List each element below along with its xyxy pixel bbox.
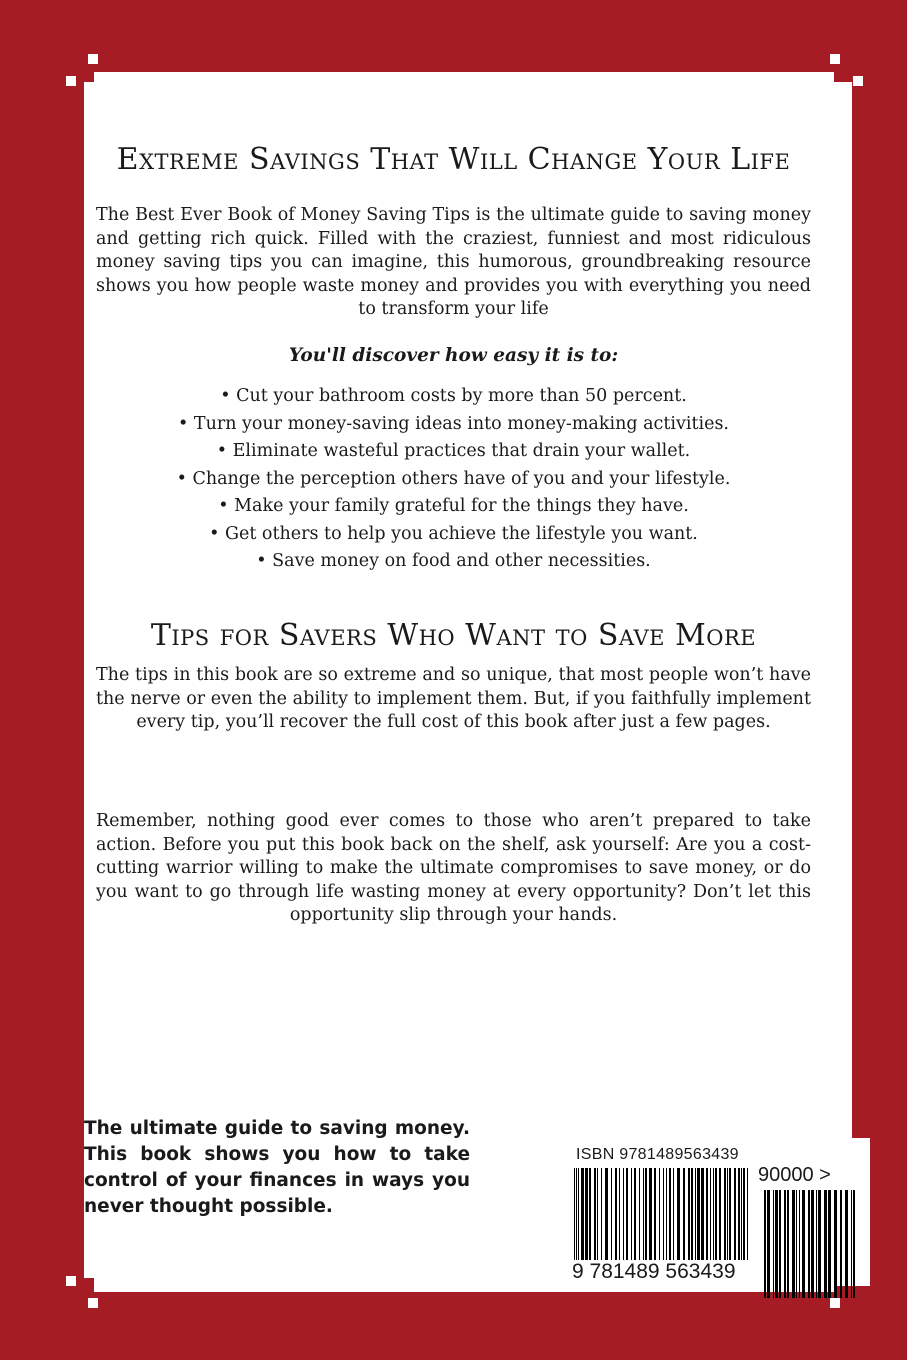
- isbn-digits: 9 781489 563439: [572, 1260, 736, 1283]
- barcode-bar: [576, 1168, 577, 1260]
- barcode-bar: [701, 1168, 704, 1260]
- benefit-list: [96, 383, 811, 576]
- barcode-bar: [824, 1190, 827, 1298]
- barcode-bar: [597, 1168, 598, 1260]
- barcode-bar: [645, 1168, 647, 1260]
- price-barcode: [762, 1190, 860, 1298]
- barcode-bar: [792, 1190, 795, 1298]
- list-item: • Save money on food and other necessities.: [256, 551, 651, 571]
- heading-extreme-savings: Extreme Savings That Will Change Your Life: [116, 142, 791, 177]
- barcode-bar: [601, 1168, 602, 1260]
- barcode-bar: [697, 1168, 700, 1260]
- barcode-bar: [677, 1168, 680, 1260]
- discover-label: You'll discover how easy it is to:: [288, 345, 619, 366]
- corner-square-top-right: [853, 76, 863, 86]
- barcode-bar: [779, 1190, 781, 1298]
- corner-square-top-left: [66, 76, 76, 86]
- barcode-bar: [724, 1168, 726, 1260]
- barcode-bar: [764, 1190, 766, 1298]
- barcode-bar: [747, 1168, 748, 1260]
- barcode-bar: [808, 1190, 810, 1298]
- barcode-bar: [626, 1168, 628, 1260]
- barcode-bar: [784, 1190, 786, 1298]
- barcode-box: [566, 1138, 870, 1286]
- barcode-bar: [775, 1190, 778, 1298]
- barcode-bar: [729, 1168, 731, 1260]
- barcode-bar: [811, 1190, 814, 1298]
- barcode-bar: [611, 1168, 612, 1260]
- barcode-bar: [695, 1168, 696, 1260]
- corner-notch-top-left: [76, 64, 94, 82]
- barcode-bar: [631, 1168, 632, 1260]
- barcode-bar: [634, 1168, 636, 1260]
- tips-paragraph: The tips in this book are so extreme and so unique, that most people won’t have the nerve or even the ability to implement them. But, if you faithfully implement every tip, you’ll recover the full cost of this book after just a few pages.: [96, 665, 811, 732]
- corner-notch-bottom-left: [76, 1278, 94, 1296]
- barcode-bar: [623, 1168, 624, 1260]
- barcode-bar: [688, 1168, 690, 1260]
- corner-square-bottom-right-2: [830, 1298, 840, 1308]
- barcode-bar: [851, 1190, 852, 1298]
- barcode-bar: [659, 1168, 660, 1260]
- list-item: • Turn your money-saving ideas into money-making activities.: [178, 413, 729, 434]
- isbn-barcode: [572, 1168, 752, 1260]
- corner-square-top-left-2: [88, 54, 98, 64]
- barcode-bar: [719, 1168, 721, 1260]
- barcode-bar: [787, 1190, 789, 1298]
- corner-notch-top-right: [834, 64, 852, 82]
- list-item: • Make your family grateful for the things they have.: [218, 496, 689, 516]
- price-code: 90000 >: [758, 1164, 831, 1186]
- barcode-bar: [727, 1168, 728, 1260]
- barcode-bar: [673, 1168, 674, 1260]
- barcode-bar: [828, 1190, 831, 1298]
- barcode-bar: [734, 1168, 736, 1260]
- barcode-bar: [767, 1190, 770, 1298]
- barcode-bar: [683, 1168, 685, 1260]
- barcode-bar: [799, 1190, 800, 1298]
- barcode-bar: [643, 1168, 644, 1260]
- barcode-bar: [773, 1190, 774, 1298]
- barcode-bar: [619, 1168, 620, 1260]
- barcode-bar: [715, 1168, 717, 1260]
- barcode-bar: [713, 1168, 714, 1260]
- barcode-bar: [691, 1168, 693, 1260]
- corner-square-bottom-left-2: [88, 1298, 98, 1308]
- barcode-bar: [816, 1190, 817, 1298]
- barcode-bar: [574, 1168, 575, 1260]
- list-item: • Change the perception others have of you and your lifestyle.: [176, 468, 731, 489]
- barcode-bar: [853, 1190, 855, 1298]
- list-item: • Get others to help you achieve the lifestyle you want.: [209, 523, 698, 544]
- barcode-bar: [639, 1168, 640, 1260]
- barcode-bar: [654, 1168, 656, 1260]
- barcode-bar: [710, 1168, 711, 1260]
- list-item: • Eliminate wasteful practices that drain your wallet.: [216, 441, 691, 461]
- barcode-bar: [594, 1168, 596, 1260]
- corner-square-bottom-left: [66, 1276, 76, 1286]
- barcode-bar: [615, 1168, 617, 1260]
- barcode-bar: [581, 1168, 584, 1260]
- blurb-text: The ultimate guide to saving money. This book shows you how to take control of your finances in ways you never thought possible.: [84, 1118, 470, 1217]
- remember-paragraph: Remember, nothing good ever comes to those who aren’t prepared to take action. Before you put this book back on the shelf, ask yourself: Are you a cost-cutting warrior willing to make the ultimate compromises to save money, or do you want to go through life wasting money at every opportunity? Don’t let this opportunity slip through your hands.: [96, 811, 811, 925]
- barcode-bar: [818, 1190, 821, 1298]
- intro-paragraph: The Best Ever Book of Money Saving Tips is the ultimate guide to saving money and getting rich quick. Filled with the craziest, funniest and most ridiculous money saving tips you can imagine, this humorous, groundbreaking resource shows you how people waste money and provides you with everything you need to transform your life: [96, 205, 811, 319]
- isbn-label: ISBN 9781489563439: [576, 1146, 739, 1163]
- barcode-bar: [840, 1190, 842, 1298]
- barcode-bar: [589, 1168, 591, 1260]
- barcode-bar: [796, 1190, 797, 1298]
- barcode-bar: [741, 1168, 742, 1260]
- barcode-bar: [743, 1168, 745, 1260]
- barcode-bar: [845, 1190, 848, 1298]
- barcode-bar: [605, 1168, 608, 1260]
- barcode-bar: [666, 1168, 667, 1260]
- barcode-bar: [663, 1168, 664, 1260]
- barcode-bar: [802, 1190, 805, 1298]
- barcode-bar: [585, 1168, 588, 1260]
- barcode-bar: [738, 1168, 740, 1260]
- list-item: • Cut your bathroom costs by more than 50 percent.: [220, 386, 687, 406]
- barcode-bar: [669, 1168, 671, 1260]
- barcode-bar: [649, 1168, 652, 1260]
- heading-tips-for-savers: Tips for Savers Who Want to Save More: [150, 618, 757, 653]
- barcode-bar: [834, 1190, 837, 1298]
- barcode-bar: [706, 1168, 708, 1260]
- barcode-bar: [578, 1168, 579, 1260]
- corner-square-top-right-2: [830, 54, 840, 64]
